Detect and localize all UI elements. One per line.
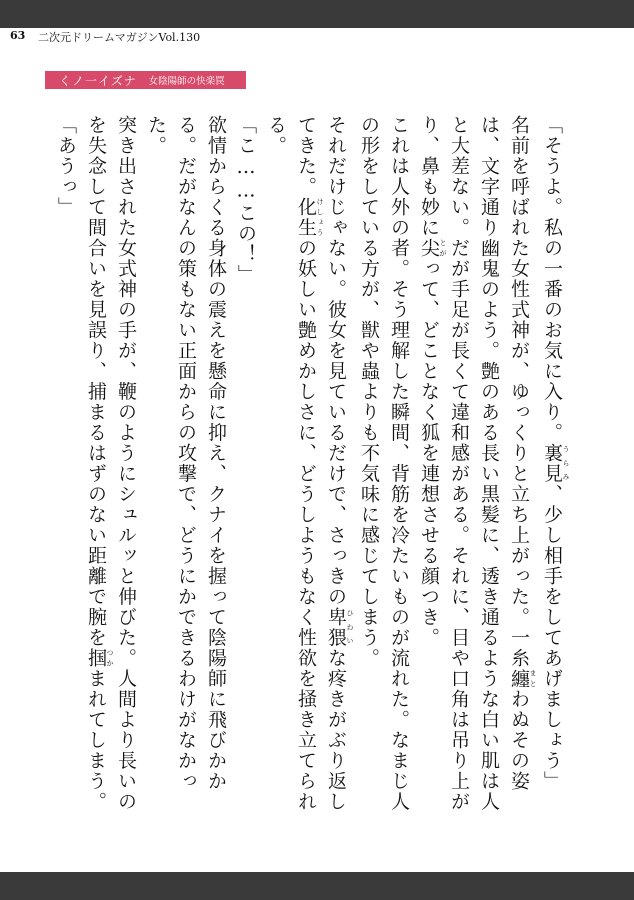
ruby-annotation: 纏 まと [508,668,537,689]
ruby-annotation: 化生 けしょう [295,197,324,238]
story-body [55,115,570,825]
paragraph: それだけじゃない。彼女を見ているだけで、さっきの卑猥 ひわいな疼きがぶり返してきた。化生 けしょうの妖しい艶めかしさに、どうしようもなく性欲を掻き立てられる。 [265,115,354,812]
paragraph: これは人外の者。そう理解した瞬間、背筋を冷たいものが流れた。なまじ人の形をしている方が、獣や蟲よりも不気味に感じてしまう。 [358,115,410,812]
ruby-annotation: 卑猥 ひわい [325,607,354,648]
story-series: くノ一イズナ [59,73,137,88]
paragraph: 突き出された女式神の手が、鞭のようにシュルッと伸びた。人間より長いのを失念して間合いを見誤り、捕まるはずのない距離で腕を掴 つかまれてしまう。 [85,115,137,812]
ruby-annotation: 掴 つか [85,648,114,669]
paragraph: 「あうっ」 [55,115,77,218]
paragraph: 名前を呼ばれた女性式神が、ゆっくりと立ち上がった。一糸纏 まとわぬその姿は、文字通り幽鬼のよう。艶のある長い黒髪に、透き通るような白い肌は人と大差ない。だが手足が長くて違和感がある。それに、目や口角は吊り上がり、鼻も妙に尖 とがって、どことなく狐を連想させる顔つき。 [418,115,537,812]
paragraph: 「こ……この！」 [235,115,257,285]
paragraph: 「そうよ。私の一番のお気に入り。裏見 うらみ、少し相手をしてあげましょう」 [541,115,570,792]
story-banner [45,71,246,89]
viewer-bottom-bar [0,872,634,900]
magazine-title: 二次元ドリームマガジンVol.130 [38,31,201,44]
ruby-annotation: 裏見 うらみ [541,443,570,484]
page-number: 63 [10,29,26,42]
page-header [0,28,634,44]
viewer-top-bar [0,0,634,28]
paragraph: 欲情からくる身体の震えを懸命に抑え、クナイを握って陰陽師に飛びかかる。だがなんの策もない正面からの攻撃で、どうにかできるわけがなかった。 [145,115,227,792]
story-title: 女陰陽師の快楽罠 [148,76,225,87]
ruby-annotation: 尖 とが [418,238,447,259]
